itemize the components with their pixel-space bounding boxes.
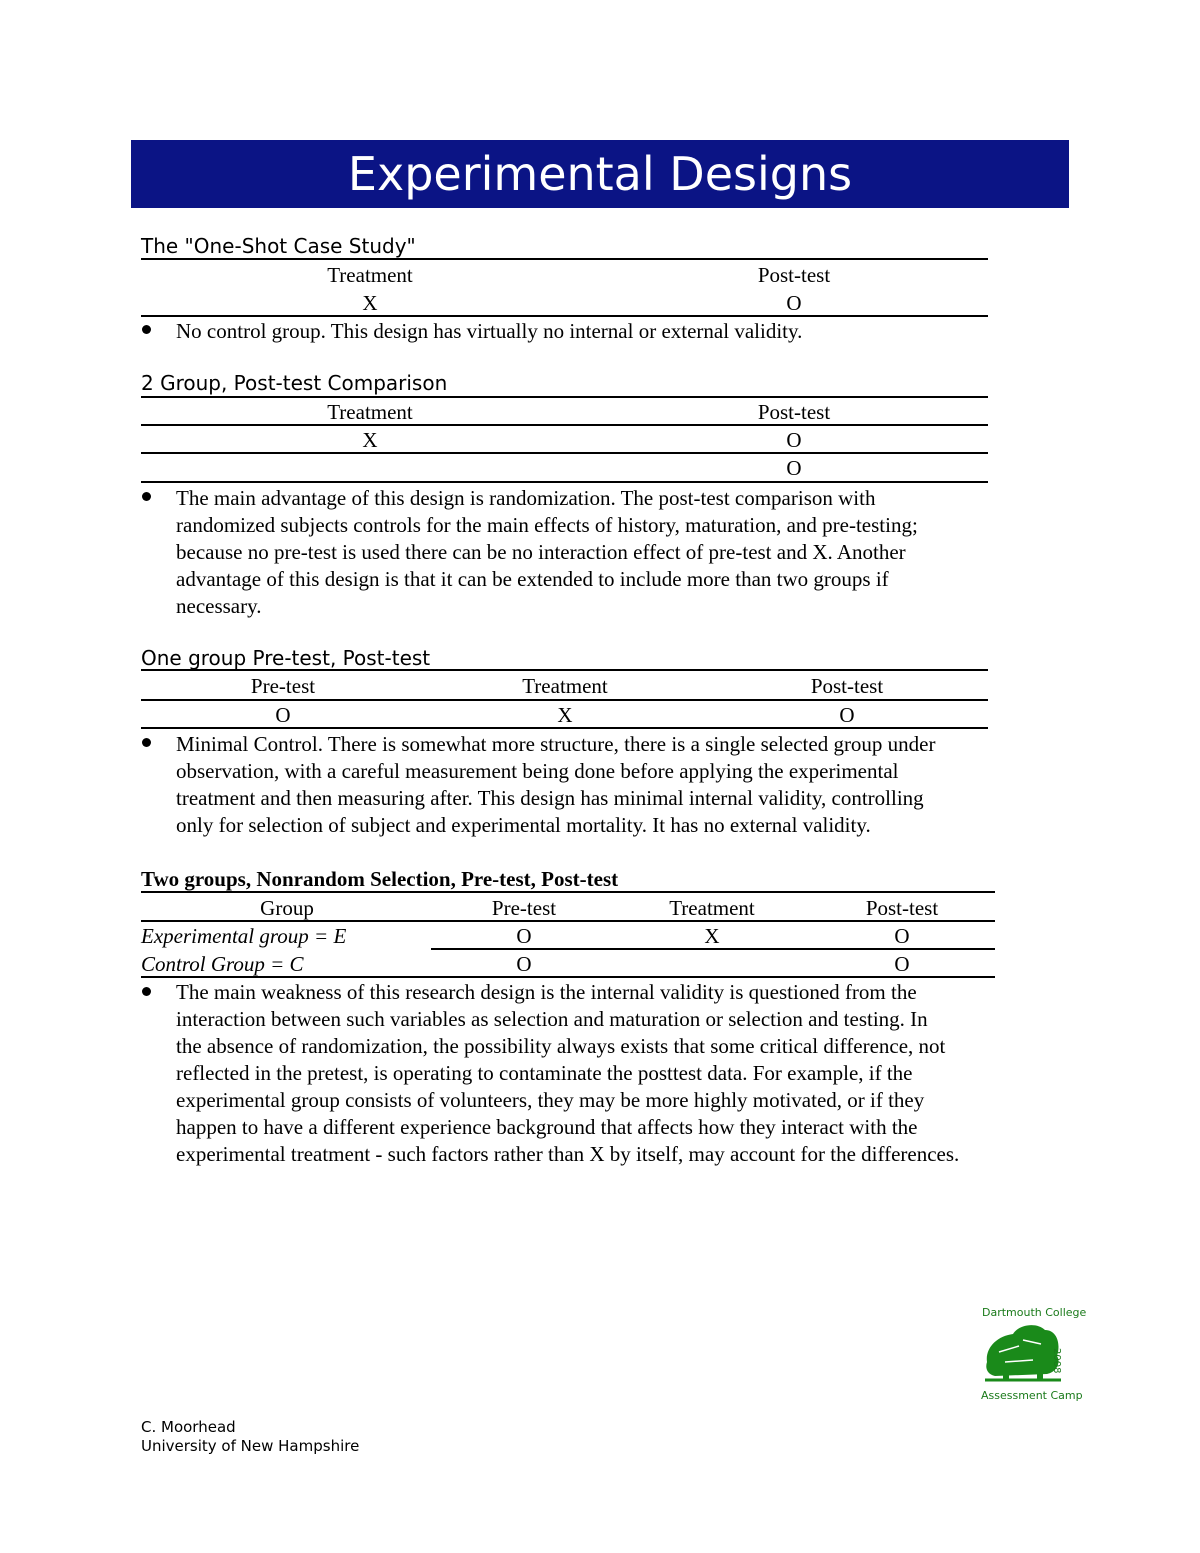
footer <box>141 1418 359 1456</box>
logo-top-text: Dartmouth College <box>982 1306 1087 1319</box>
bullet-icon <box>142 492 151 501</box>
footer-affiliation: University of New Hampshire <box>141 1437 360 1455</box>
section-heading-one-shot: The "One-Shot Case Study" <box>141 234 416 258</box>
section-heading-two-groups-nonrandom: Two groups, Nonrandom Selection, Pre-test, Post-test <box>141 867 619 891</box>
table-rule <box>141 396 988 398</box>
table-cell: O <box>275 703 291 727</box>
section-heading-one-group: One group Pre-test, Post-test <box>141 646 431 670</box>
bullet-icon <box>142 987 151 996</box>
table-header: Post-test <box>810 674 884 698</box>
table-header: Post-test <box>757 263 831 287</box>
table-header: Pre-test <box>491 896 557 920</box>
table-header: Pre-test <box>250 674 316 698</box>
table-rule <box>141 699 988 701</box>
table-rule <box>141 976 995 978</box>
table-cell: O <box>516 924 532 948</box>
section-paragraph: The main weakness of this research design is the internal validity is questioned from the interaction between such variables as selection and maturation or selection and testing. In the absence of randomization, the possibility always exists that some critical difference, not reflected in the pretest, is operating to contaminate the posttest data. For example, if the experimental group consists of volunteers, they may be more highly motivated, or if they happen to have a different experience background that affects how they interact with the experimental treatment - such factors rather than X by itself, may account for the differences. <box>176 980 960 1166</box>
table-rule <box>141 891 995 893</box>
table-rule <box>141 424 988 426</box>
table-cell: X <box>557 703 573 727</box>
bullet-icon <box>142 738 151 747</box>
table-cell: O <box>516 952 532 976</box>
table-cell: O <box>786 291 802 315</box>
footer-author: C. Moorhead <box>141 1418 236 1436</box>
table-cell: X <box>362 291 378 315</box>
table-header: Treatment <box>327 263 413 287</box>
bullet-icon <box>142 325 151 334</box>
table-cell: O <box>786 456 802 480</box>
table-header: Treatment <box>669 896 755 920</box>
section-heading-two-group: 2 Group, Post-test Comparison <box>141 371 448 395</box>
table-rule <box>141 452 988 454</box>
section-paragraph: Minimal Control. There is somewhat more structure, there is a single selected group under observation, with a careful measurement being done before applying the experimental treatment and then measuring after. This design has minimal internal validity, controlling only for selection of subject and experimental mortality. It has no external validity. <box>176 732 936 837</box>
section-paragraph: The main advantage of this design is randomization. The post-test comparison with randomized subjects controls for the main effects of history, maturation, and pre-testing; because no pre-test is used there can be no interaction effect of pre-test and X. Another advantage of this design is that it can be extended to include more than two groups if necessary. <box>176 486 918 618</box>
table-header: Post-test <box>757 400 831 424</box>
table-header: Treatment <box>327 400 413 424</box>
page-title: Experimental Designs <box>347 147 853 201</box>
table-rule <box>141 669 988 671</box>
table-rule <box>141 315 988 317</box>
table-row-label: Experimental group = E <box>141 924 347 948</box>
table-rule <box>431 948 995 950</box>
section-paragraph: No control group. This design has virtually no internal or external validity. <box>176 319 803 343</box>
table-cell: O <box>894 924 910 948</box>
logo-year: 2008 <box>1051 1348 1062 1374</box>
table-row-label: Control Group = C <box>141 952 304 976</box>
table-cell: O <box>839 703 855 727</box>
table-cell: O <box>786 428 802 452</box>
table-header: Treatment <box>522 674 608 698</box>
table-rule <box>141 481 988 483</box>
table-rule <box>141 727 988 729</box>
table-header: Post-test <box>865 896 939 920</box>
table-rule <box>141 258 988 260</box>
table-cell: O <box>894 952 910 976</box>
table-cell: X <box>362 428 378 452</box>
table-rule <box>141 920 995 922</box>
logo-bottom-text: Assessment Camp <box>981 1389 1083 1402</box>
table-cell: X <box>704 924 720 948</box>
table-header: Group <box>260 896 314 920</box>
